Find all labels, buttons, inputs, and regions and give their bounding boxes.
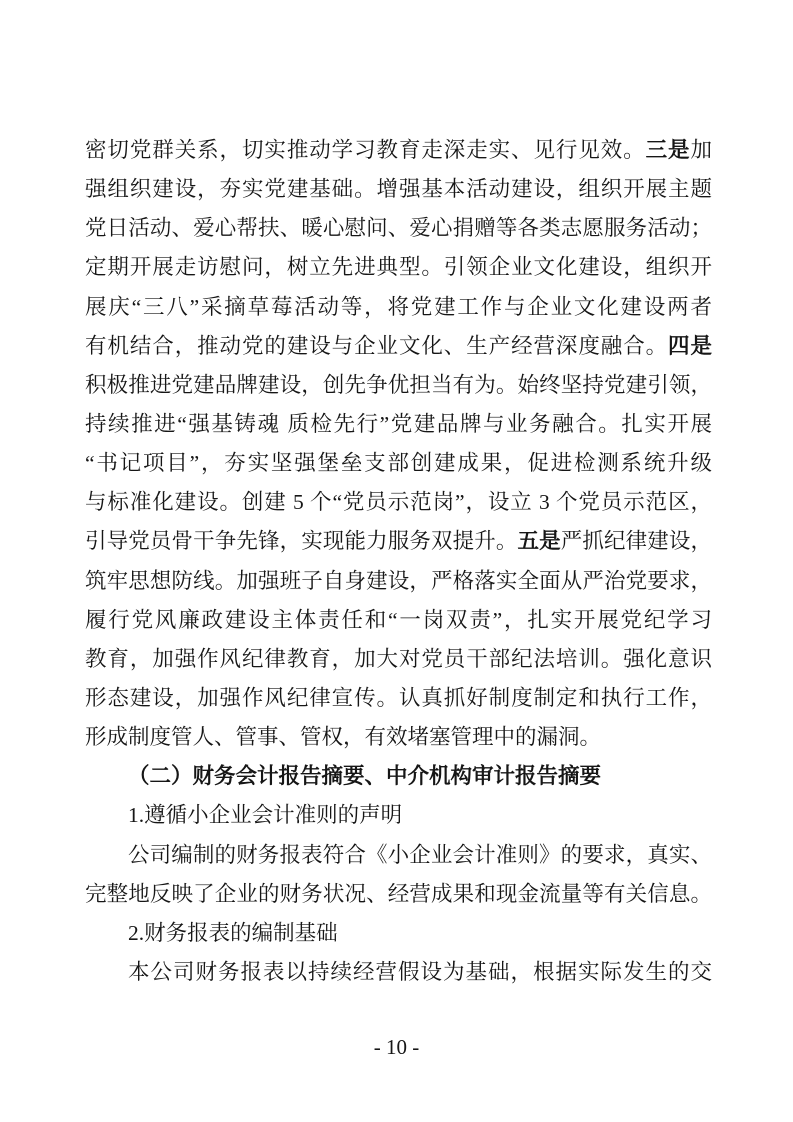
text-line	[85, 170, 712, 209]
text-line	[85, 288, 712, 327]
bold-text-run: （二）财务会计报告摘要、中介机构审计报告摘要	[128, 764, 602, 789]
text-line	[85, 405, 712, 444]
text-run: 持续推进“强基铸魂 质检先行”党建品牌与业务融合。扎实开展	[85, 411, 712, 436]
text-line	[85, 914, 712, 953]
text-line	[85, 679, 712, 718]
text-line	[85, 444, 712, 483]
bold-text-run: 四是	[668, 333, 712, 358]
text-run: 形成制度管人、管事、管权，有效堵塞管理中的漏洞。	[85, 725, 602, 750]
text-line	[85, 483, 712, 522]
text-run: 展庆“三八”采摘草莓活动等，将党建工作与企业文化建设两者	[85, 294, 712, 319]
text-line	[85, 796, 712, 835]
text-line	[85, 953, 712, 992]
text-run: “书记项目”，夯实坚强堡垒支部创建成果，促进检测系统升级	[85, 451, 712, 476]
text-line	[85, 209, 712, 248]
text-line	[85, 327, 712, 366]
text-line	[85, 875, 712, 914]
text-run: 积极推进党建品牌建设，创先争优担当有为。始终坚持党建引领，	[85, 372, 712, 397]
text-run: 强组织建设，夯实党建基础。增强基本活动建设，组织开展主题	[85, 177, 712, 202]
text-line	[85, 718, 712, 757]
text-line	[85, 522, 712, 561]
text-run: 有机结合，推动党的建设与企业文化、生产经营深度融合。	[85, 333, 669, 358]
text-run: 党日活动、爱心帮扶、暖心慰问、爱心捐赠等各类志愿服务活动；	[85, 216, 712, 241]
text-line	[85, 562, 712, 601]
text-run: 密切党群关系，切实推动学习教育走深走实、见行见效。	[85, 138, 646, 162]
text-run: 严抓纪律建设，	[560, 529, 712, 554]
text-run: 1.遵循小企业会计准则的声明	[128, 803, 403, 828]
text-run: 履行党风廉政建设主体责任和“一岗双责”，扎实开展党纪学习	[85, 607, 712, 632]
text-line	[85, 601, 712, 640]
text-run: 完整地反映了企业的财务状况、经营成果和现金流量等有关信息。	[85, 881, 712, 906]
text-run: 引导党员骨干争先锋，实现能力服务双提升。	[85, 529, 518, 554]
text-run: 与标准化建设。创建 5 个“党员示范岗”，设立 3 个党员示范区，	[85, 490, 712, 515]
text-run: 定期开展走访慰问，树立先进典型。引领企业文化建设，组织开	[85, 255, 712, 280]
text-run: 2.财务报表的编制基础	[128, 920, 338, 945]
text-line	[85, 640, 712, 679]
text-run: 公司编制的财务报表符合《小企业会计准则》的要求，真实、	[128, 842, 712, 867]
text-run: 加	[690, 138, 712, 162]
bold-text-run: 三是	[645, 138, 691, 162]
section-heading	[85, 757, 712, 796]
document-body	[85, 131, 712, 992]
text-run: 筑牢思想防线。加强班子自身建设，严格落实全面从严治党要求，	[85, 568, 712, 593]
text-line	[85, 836, 712, 875]
text-line	[85, 366, 712, 405]
text-line	[85, 131, 712, 170]
text-line	[85, 248, 712, 287]
text-run: 形态建设，加强作风纪律宣传。认真抓好制度制定和执行工作，	[85, 685, 712, 710]
bold-text-run: 五是	[517, 529, 561, 554]
text-run: 本公司财务报表以持续经营假设为基础，根据实际发生的交	[128, 959, 712, 984]
text-run: 教育，加强作风纪律教育，加大对党员干部纪法培训。强化意识	[85, 646, 712, 671]
page-number: - 10 -	[373, 1035, 420, 1059]
